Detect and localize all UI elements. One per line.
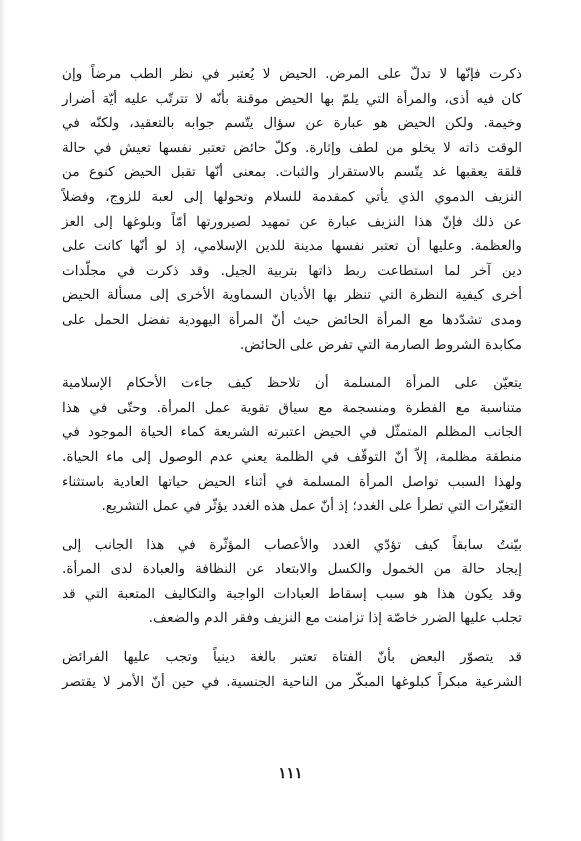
text-line: إيجاد حالة من الخمول والكسل والابتعاد عن النظافة والعبادة لدى المرأة. [62,561,522,578]
text-line: منطقة مظلمة، إلاّ أنّ التوقّف في الظلمة يعني عدم الوصول إلى ماء الحياة. [62,448,522,465]
paragraph-gap [62,519,522,533]
text-line: النزيف الدموي الذي يأتي كمقدمة للسلام وتحولها إلى لعبة للزوج، وفضلاً [62,188,522,205]
text-line: وقد يكون هذا هو سبب إسقاط العبادات الواجبة والتكاليف المتعبة التي قد [62,585,522,602]
page-edge-shadow [0,0,6,841]
paragraph-2 [62,371,522,519]
page-body [62,62,522,694]
paragraph-4 [62,645,522,694]
text-line: بيّنتُ سابقاً كيف تؤدّي الغدد والأعصاب المؤثّرة في هذا الجانب إلى [62,536,522,553]
text-line: والعظمة. وعليها أن تعتبر نفسها مدينة للدين الإسلامي، إذ لو أنّها كانت على [62,238,522,255]
text-line: تجلب عليها الضرر خاصّة إذا تزامنت مع النزيف وفقر الدم والضعف. [148,610,522,627]
text-line: يتعيّن على المرأة المسلمة أن تلاحظ كيف جاءت الأحكام الإسلامية [62,375,522,392]
text-line: أخرى كيفية النظرة التي تنظر بها الأديان السماوية الأخرى إلى مسألة الحيض [62,287,522,304]
paragraph-3 [62,533,522,631]
text-line: عن ذلك فإنّ هذا النزيف عبارة عن تمهيد لصيرورتها أمّاً وبلوغها إلى العز [62,213,522,230]
text-line: ومدى تشدّدها مع المرأة الحائض حيث أنّ المرأة اليهودية تفضل الحمل على [62,311,522,328]
text-line: دين آخر لما استطاعت ربط ذاتها بتربية الجيل. وقد ذكرت في مجلّدات [62,262,522,279]
text-line: التغيّرات التي تطرأ على الغدد؛ إذ أنّ عمل هذه الغدد يؤثّر في عمل التشريع. [101,498,522,515]
text-line: قلقة يعقبها غد يتّسم بالاستقرار والثبات. بمعنى أنّها تقبل الحيض كنوع من [62,164,522,181]
text-line: ولهذا السبب تواصل المرأة المسلمة في أثناء الحيض حياتها العادية باستثناء [62,473,522,490]
text-line: ذكرت فإنّها لا تدلّ على المرض. الحيض لا يُعتبر في نظر الطب مرضاً وإن [62,66,522,82]
paragraph-1 [62,62,522,357]
text-line: متناسبة مع الفطرة ومنسجمة مع سياق تقوية عمل المرأة. وحتّى في هذا [62,399,522,416]
paragraph-gap [62,357,522,371]
text-line: وخيمة. ولكن الحيض هو عبارة عن سؤال يتّسم جوابه بالتعقيد، ولكنّه في [62,115,522,132]
page-number: ١١١ [278,764,303,782]
text-line: الجانب المظلم المتمثّل في الحيض اعتبرته الشريعة كماء الحياة الموجود في [62,424,522,441]
text-line: كان فيه أذى، والمرأة التي يلمّ بها الحيض موقنة بأنّه لا تترتّب عليه أيّة أضرار [62,90,522,107]
text-line: الوقت ذاته لا يخلو من لطف وإثارة. وكلّ حائض تعتبر نفسها تعيش في حالة [62,139,522,156]
text-line: مكابدة الشروط الصارمة التي تفرض على الحائض. [239,336,522,353]
text-line: الشرعية مبكراً كبلوغها المبكّر من الناحية الجنسية. في حين أنّ الأمر لا يقتصر [62,673,522,690]
paragraph-gap [62,631,522,645]
text-line: قد يتصوّر البعض بأنّ الفتاة تعتبر بالغة دينياً وتجب عليها الفرائض [62,649,522,666]
